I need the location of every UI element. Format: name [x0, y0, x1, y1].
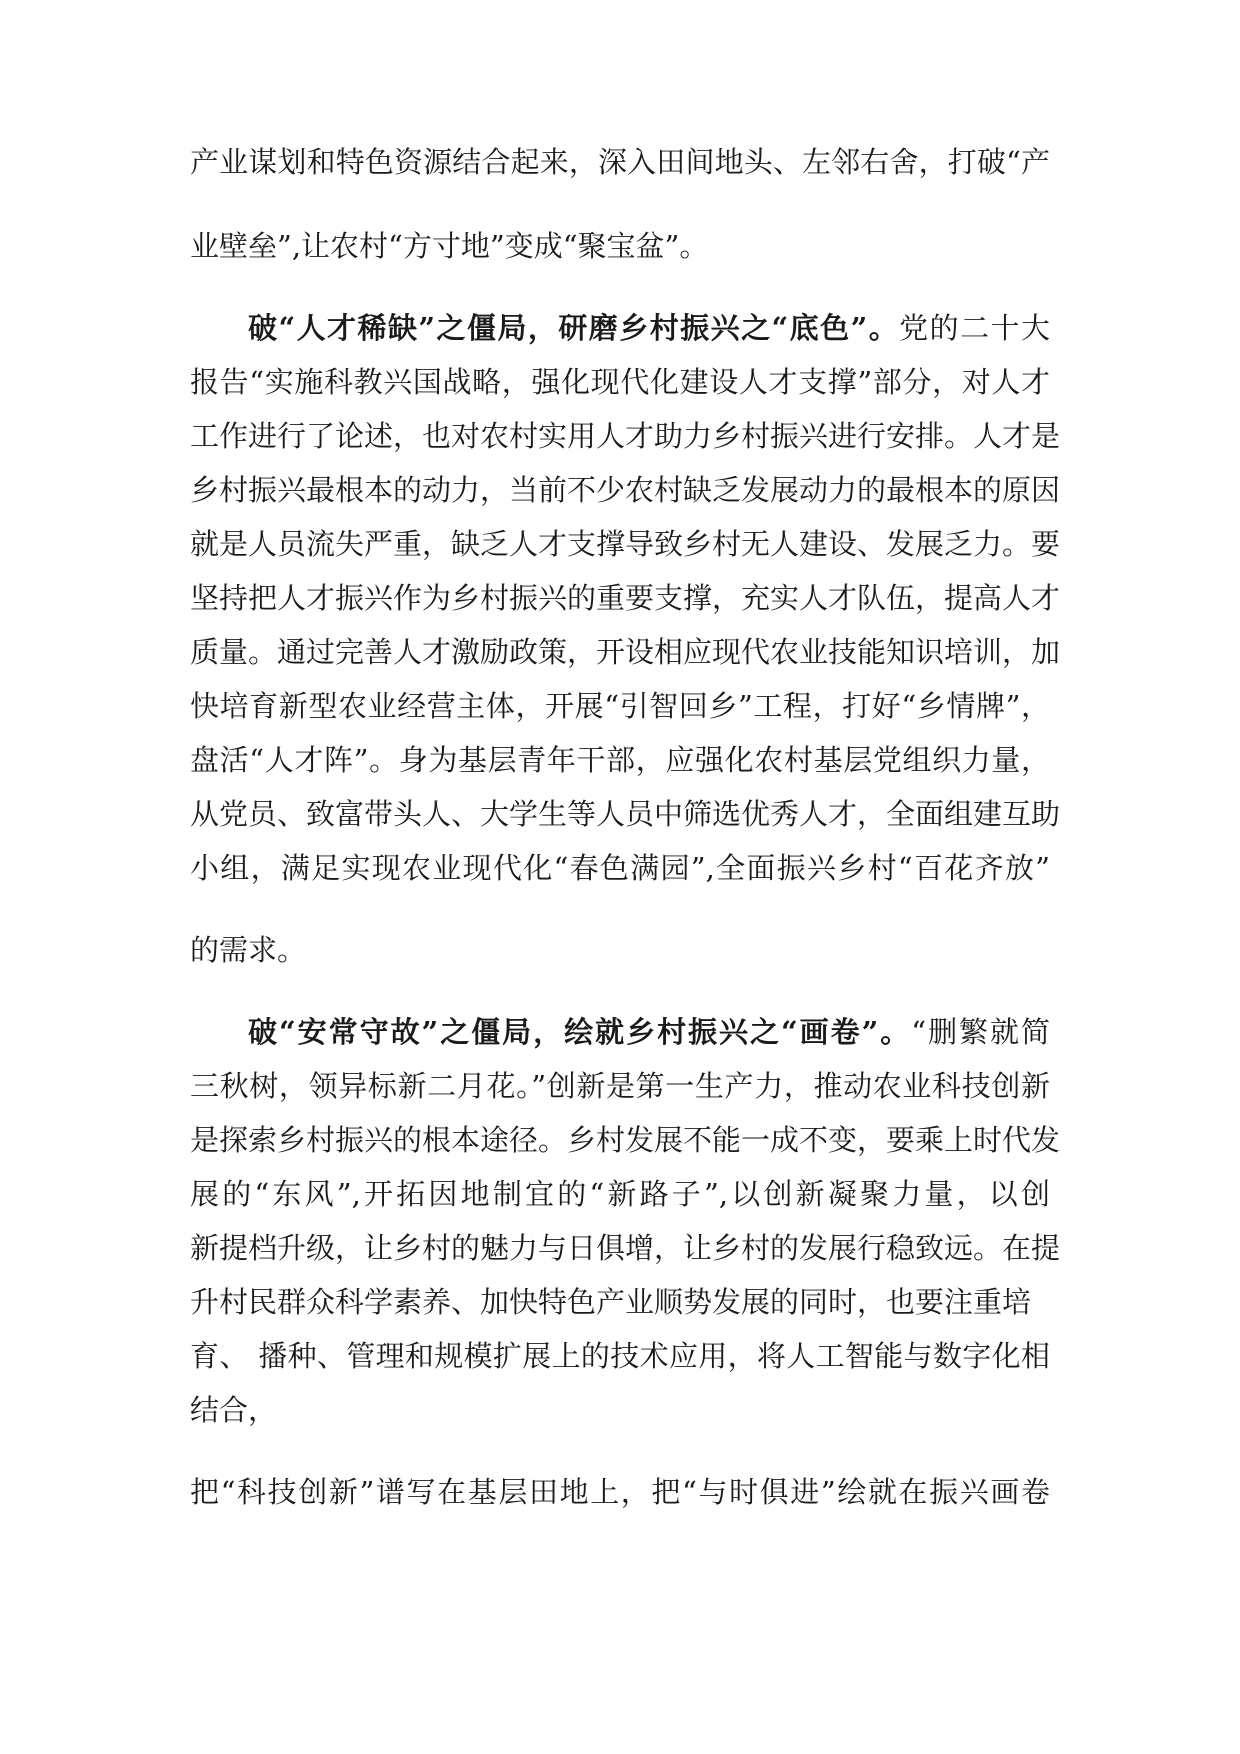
paragraph-2-heading: 破“人才稀缺”之僵局，研磨乡村振兴之“底色”。 — [248, 311, 900, 345]
paragraph-2-line: 就是人员流失严重，缺乏人才支撑导致乡村无人建设、发展乏力。要 — [190, 527, 1061, 561]
paragraph-3-line: 新提档升级，让乡村的魅力与日俱增，让乡村的发展行稳致远。在提 — [190, 1231, 1061, 1265]
paragraph-2-first-line-rest: 党的二十大 — [899, 311, 1050, 345]
paragraph-3-line: 展的“东风”,开拓因地制宜的“新路子”,以创新凝聚力量，以创 — [190, 1177, 1050, 1211]
paragraph-3-line: 是探索乡村振兴的根本途径。乡村发展不能一成不变，要乘上时代发 — [190, 1123, 1061, 1157]
paragraph-2-first-line — [248, 308, 1050, 348]
paragraph-2-line: 质量。通过完善人才激励政策，开设相应现代农业技能知识培训，加 — [190, 635, 1061, 669]
paragraph-3-first-line-rest: “删繁就简 — [911, 1015, 1050, 1049]
paragraph-2-line: 的需求。 — [190, 933, 307, 967]
paragraph-2-line: 乡村振兴最根本的动力，当前不少农村缺乏发展动力的最根本的原因 — [190, 473, 1061, 507]
paragraph-2-line: 小组，满足实现农业现代化“春色满园”,全面振兴乡村“百花齐放” — [190, 851, 1050, 885]
paragraph-3-line: 结合， — [190, 1393, 278, 1427]
paragraph-2-line: 工作进行了论述，也对农村实用人才助力乡村振兴进行安排。人才是 — [190, 419, 1061, 453]
paragraph-3-line: 育、 播种、管理和规模扩展上的技术应用，将人工智能与数字化相 — [190, 1339, 1050, 1373]
paragraph-3-line: 升村民群众科学素养、加快特色产业顺势发展的同时，也要注重培 — [190, 1285, 1032, 1319]
paragraph-2-line: 快培育新型农业经营主体，开展“引智回乡”工程，打好“乡情牌”， — [190, 689, 1050, 723]
paragraph-3-line: 把“科技创新”谱写在基层田地上，把“与时俱进”绘就在振兴画卷 — [190, 1475, 1050, 1509]
paragraph-1-line-1: 产业谋划和特色资源结合起来，深入田间地头、左邻右舍，打破“产 — [190, 145, 1050, 179]
paragraph-3-heading: 破“安常守故”之僵局，绘就乡村振兴之“画卷”。 — [248, 1015, 912, 1049]
paragraph-3-first-line — [248, 1012, 1050, 1052]
paragraph-2-line: 报告“实施科教兴国战略，强化现代化建设人才支撑”部分，对人才 — [190, 365, 1050, 399]
paragraph-2-line: 坚持把人才振兴作为乡村振兴的重要支撑，充实人才队伍，提高人才 — [190, 581, 1061, 615]
paragraph-1-line-2: 业壁垒”,让农村“方寸地”变成“聚宝盆”。 — [190, 229, 709, 263]
paragraph-2-line: 从党员、致富带头人、大学生等人员中筛选优秀人才，全面组建互助 — [190, 797, 1061, 831]
paragraph-3-line: 三秋树，领异标新二月花。”创新是第一生产力，推动农业科技创新 — [190, 1069, 1050, 1103]
paragraph-2-line: 盘活“人才阵”。身为基层青年干部，应强化农村基层党组织力量， — [190, 743, 1050, 777]
